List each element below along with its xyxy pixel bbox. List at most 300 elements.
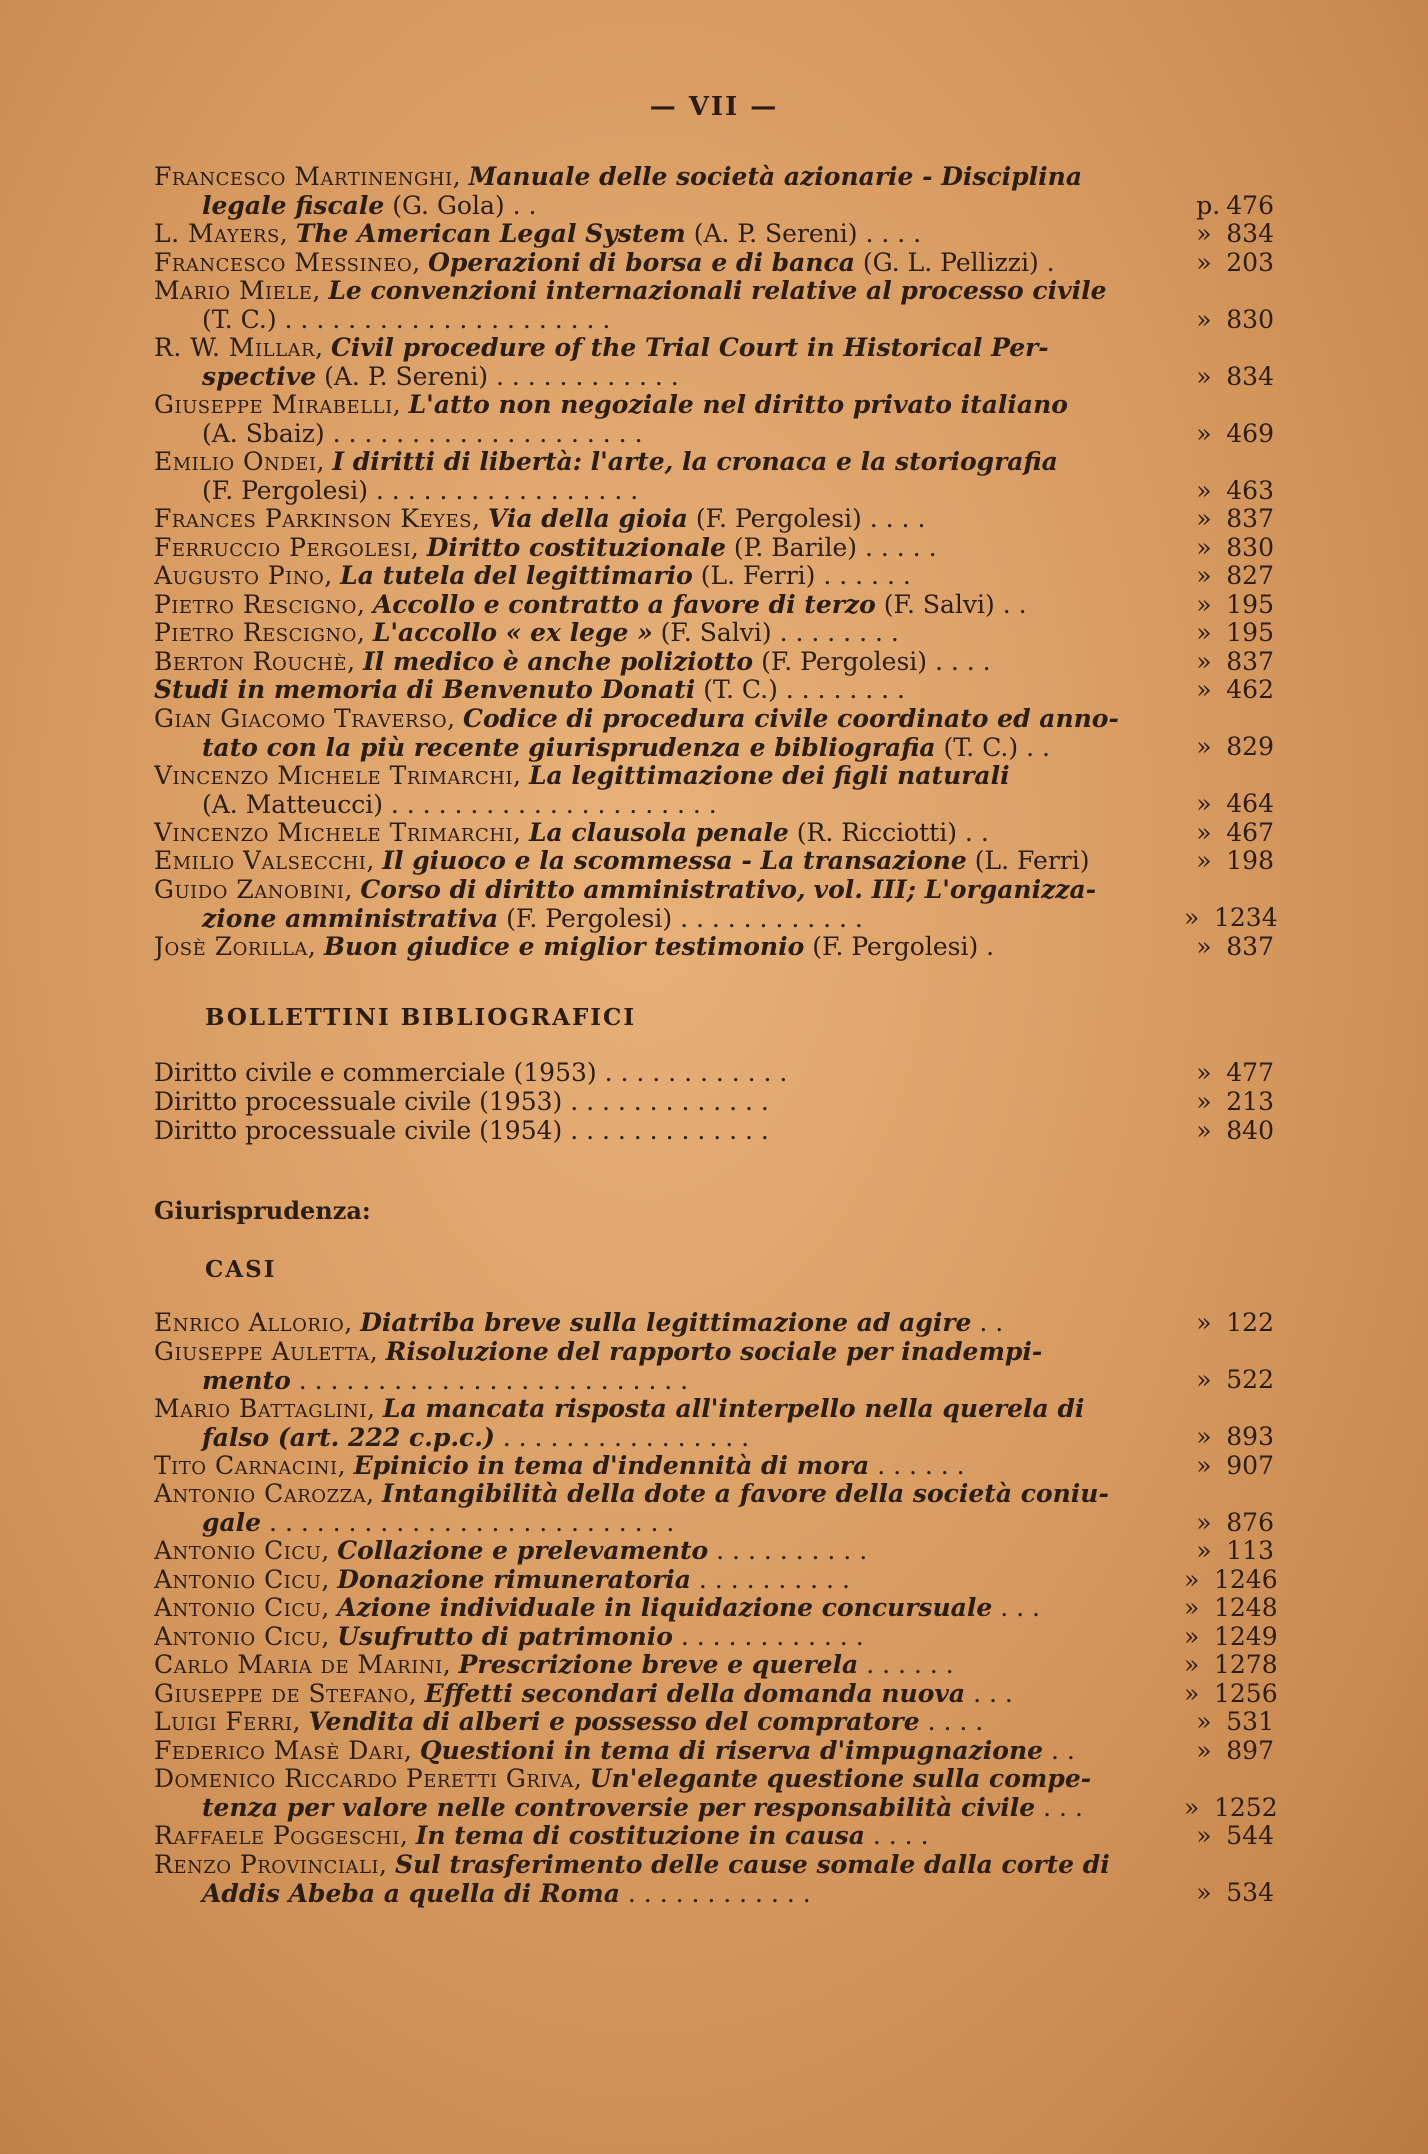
entry-page-ref: [1184, 1365, 1274, 1394]
page-mark: »: [1196, 732, 1212, 761]
index-entry: [154, 590, 1274, 619]
page-mark: »: [1184, 1678, 1200, 1708]
entry-title: Il giuoco e la scommessa - La transazione: [382, 846, 967, 875]
page-number: 198: [1226, 846, 1274, 875]
entry-page-ref: [1184, 1650, 1278, 1679]
entry-line: Renzo Provinciali, Sul trasferimento delle cause somale dalla corte di: [154, 1849, 1110, 1879]
page-mark: »: [1196, 1058, 1212, 1087]
entry-author: Vincenzo Michele Trimarchi: [154, 817, 514, 847]
entry-title: Via della gioia: [487, 504, 688, 533]
page-number: 467: [1226, 817, 1274, 847]
entry-line: Frances Parkinson Keyes, Via della gioia (F. Pergolesi) . . . .: [154, 504, 926, 533]
entry-line-continued: [154, 305, 1274, 334]
entry-note: (T. C.) . .: [943, 732, 1050, 762]
entry-author: Pietro Rescigno: [154, 618, 357, 647]
page-number: 544: [1226, 1821, 1274, 1850]
bollettino-page-ref: [1184, 1058, 1274, 1087]
index-entry: [154, 1564, 1278, 1594]
entry-line: Giuseppe de Stefano, Effetti secondari della domanda nuova . . .: [154, 1678, 1013, 1708]
entry-title: In tema di costituzione in causa: [415, 1821, 865, 1850]
entry-author: Mario Battaglini: [154, 1393, 368, 1423]
entry-page-ref: [1184, 1422, 1274, 1451]
entry-line: Antonio Cicu, Usufrutto di patrimonio . . . . . . . . . . . .: [154, 1621, 864, 1651]
page-number: 1249: [1214, 1621, 1278, 1651]
casi-heading: CASI: [205, 1256, 277, 1283]
index-entry: [154, 932, 1274, 961]
index-entry: [154, 1593, 1278, 1622]
page-mark: »: [1196, 589, 1212, 619]
entry-page-ref: [1184, 590, 1274, 619]
entry-page-ref: [1184, 1678, 1278, 1708]
page-mark: »: [1184, 1621, 1200, 1651]
entry-author: Pietro Rescigno: [154, 589, 357, 619]
entry-note: . . . . . . . . . . . .: [627, 1878, 811, 1908]
entry-line-continued: [154, 1508, 1274, 1537]
entry-line-continued: [154, 1423, 1274, 1452]
entry-title: Corso di diritto amministrativo,: [360, 874, 806, 904]
page-folio: — VII —: [649, 92, 779, 122]
page-number: 213: [1226, 1087, 1274, 1116]
page-mark: »: [1196, 1365, 1212, 1394]
page-number: 531: [1226, 1707, 1274, 1736]
entry-author: Renzo Provinciali: [154, 1849, 380, 1879]
entry-title-continued: legale fiscale: [202, 191, 385, 220]
entry-note: (F. Salvi) . .: [883, 589, 1027, 619]
entry-line: Federico Masè Dari, Questioni in tema di riserva d'impugnazione . .: [154, 1735, 1075, 1765]
page-mark: »: [1196, 504, 1212, 533]
entry-author: Vincenzo Michele Trimarchi: [154, 760, 514, 790]
entry-page-ref: [1184, 248, 1274, 277]
entry-line: Raffaele Poggeschi, In tema di costituzione in causa . . . .: [154, 1821, 929, 1850]
index-entry: [154, 1308, 1274, 1337]
entry-line: Mario Miele, Le convenzioni internazionali relative al processo civile: [154, 276, 1107, 305]
entry-line: Francesco Martinenghi, Manuale delle società azionarie - Disciplina: [154, 162, 1083, 191]
page-number: 1256: [1214, 1678, 1278, 1708]
entry-page-ref: [1184, 818, 1274, 847]
entry-author: Federico Masè Dari: [154, 1735, 404, 1765]
page-number: 837: [1226, 931, 1274, 961]
page-number: 837: [1226, 504, 1274, 533]
entry-title: Intangibilità della dote a favore della società coniu-: [382, 1479, 1109, 1508]
bollettino-row: [154, 1087, 1274, 1116]
entry-author: Emilio Ondei: [154, 447, 317, 476]
page-mark: »: [1196, 1707, 1212, 1736]
entry-author: Emilio Valsecchi: [154, 846, 367, 875]
index-entry: [154, 846, 1274, 875]
page-number: 203: [1226, 247, 1274, 277]
giurisprudenza-heading: Giurisprudenza:: [154, 1196, 371, 1225]
entry-title: Codice di procedura civile coordinato ed anno-: [463, 703, 1119, 733]
entry-title: La mancata risposta all'interpello nella querela di: [382, 1393, 1085, 1423]
entry-line: Vincenzo Michele Trimarchi, La clausola penale (R. Ricciotti) . .: [154, 817, 989, 847]
entry-title: La clausola penale: [528, 817, 789, 847]
entry-line: Guido Zanobini, Corso di diritto amministrativo, vol. III; L'organizza-: [154, 874, 1097, 904]
entry-title: La legittimazione dei figli naturali: [528, 760, 1010, 790]
page-number: 1252: [1214, 1792, 1278, 1822]
entry-line: Antonio Cicu, Collazione e prelevamento . . . . . . . . . .: [154, 1536, 868, 1565]
entry-note: . . . . . . . . . . . . . . . .: [502, 1422, 750, 1452]
index-entry: [154, 1821, 1274, 1850]
page-mark: p.: [1196, 190, 1221, 220]
entry-author: Giuseppe Mirabelli: [154, 390, 393, 419]
entry-line: Tito Carnacini, Epinicio in tema d'indennità di mora . . . . . .: [154, 1450, 965, 1480]
index-entry: [154, 533, 1274, 562]
entry-page-ref: [1184, 419, 1274, 448]
entry-line: Emilio Ondei, I diritti di libertà: l'arte, la cronaca e la storiografia: [154, 447, 1058, 476]
page-mark: »: [1196, 247, 1212, 277]
entry-page-ref: [1184, 1451, 1274, 1480]
entry-title: The American Legal System: [295, 219, 686, 248]
page-mark: »: [1184, 1564, 1200, 1594]
page-number: 827: [1226, 561, 1274, 590]
entry-line: Antonio Cicu, Donazione rimuneratoria . . . . . . . . . .: [154, 1564, 850, 1594]
bollettino-label: Diritto processuale civile (1954) . . . . . . . . . . . . .: [154, 1116, 769, 1145]
entry-title: L'accollo « ex lege »: [372, 618, 653, 647]
entry-note: (F. Salvi) . . . . . . . .: [660, 618, 899, 647]
index-entry: [154, 1451, 1274, 1480]
index-entry: [154, 1394, 1274, 1452]
entry-author: Antonio Cicu: [154, 1536, 322, 1565]
entry-author: Antonio Cicu: [154, 1593, 322, 1622]
index-entry: [154, 675, 1274, 704]
entry-page-ref: [1184, 1593, 1278, 1622]
entry-note: . . . . . . . . . .: [698, 1564, 850, 1594]
entry-page-ref: [1184, 1508, 1274, 1537]
entry-author: Berton Rouchè: [154, 646, 348, 676]
page-number: 469: [1226, 418, 1274, 448]
entry-title: Accollo e contratto a favore di terzo: [372, 589, 876, 619]
entry-line: Augusto Pino, La tutela del legittimario (L. Ferri) . . . . . .: [154, 561, 911, 590]
page-number: 830: [1226, 532, 1274, 562]
index-entry: [154, 1764, 1278, 1822]
entry-line: L. Mayers, The American Legal System (A. P. Sereni) . . . .: [154, 219, 922, 248]
page-mark: »: [1196, 532, 1212, 562]
page-mark: »: [1196, 1422, 1212, 1451]
entry-line: Antonio Carozza, Intangibilità della dote a favore della società coniu-: [154, 1479, 1109, 1508]
index-entry: [154, 219, 1274, 248]
entry-title-continued: falso (art. 222 c.p.c.): [202, 1422, 495, 1452]
page-number: 834: [1226, 361, 1274, 391]
entry-note: (R. Ricciotti) . .: [796, 817, 989, 847]
bollettini-heading: BOLLETTINI BIBLIOGRAFICI: [205, 1004, 637, 1031]
page-number: 534: [1226, 1878, 1274, 1907]
entry-title-continued: Addis Abeba a quella di Roma: [202, 1878, 620, 1908]
entry-page-ref: [1184, 476, 1274, 505]
entry-line: Josè Zorilla, Buon giudice e miglior testimonio (F. Pergolesi) .: [154, 931, 995, 961]
index-entry: [154, 1650, 1278, 1679]
entry-page-ref: [1184, 846, 1274, 875]
page-number: 462: [1226, 675, 1274, 704]
entry-line: Berton Rouchè, Il medico è anche poliziotto (F. Pergolesi) . . . .: [154, 646, 991, 676]
entry-title: Risoluzione del rapporto sociale per inadempi-: [385, 1336, 1043, 1366]
page-number: 834: [1226, 219, 1274, 248]
index-entry: [154, 1850, 1274, 1908]
page-mark: »: [1196, 1087, 1212, 1116]
entry-note: . .: [1050, 1735, 1075, 1765]
entry-author: Giuseppe de Stefano: [154, 1678, 409, 1708]
entry-line-continued: [154, 419, 1274, 448]
index-entry: [154, 1479, 1274, 1537]
entry-page-ref: [1184, 932, 1274, 961]
entry-note: . . . . . . . . . . . . . . . . . . . . . . . . .: [298, 1365, 689, 1395]
entry-note: (L. Ferri): [974, 846, 1090, 875]
entry-line: Giuseppe Mirabelli, L'atto non negoziale nel diritto privato italiano: [154, 390, 1068, 419]
entry-note: (F. Pergolesi) . . . . . . . . . . . .: [506, 903, 863, 933]
page-mark: »: [1196, 1878, 1212, 1907]
entry-line-continued: [154, 362, 1274, 391]
entry-title: Prescrizione breve e querela: [458, 1650, 859, 1679]
entry-line-continued: [154, 1366, 1274, 1395]
page-mark: »: [1196, 931, 1212, 961]
bollettino-label: Diritto civile e commerciale (1953) . . . . . . . . . . . .: [154, 1058, 788, 1087]
index-entry: [154, 504, 1274, 533]
entry-line-continued: [154, 904, 1274, 933]
entry-line-continued: [154, 733, 1274, 762]
entry-note: (G. L. Pellizzi) .: [862, 247, 1055, 277]
entry-page-ref: [1184, 219, 1274, 248]
entry-note: (F. Pergolesi) . . . .: [695, 504, 926, 533]
bollettino-page-ref: [1184, 1087, 1274, 1116]
index-entry: [154, 704, 1274, 762]
entry-page-ref: [1184, 618, 1274, 647]
entry-page-ref: [1184, 647, 1274, 676]
entry-line: Pietro Rescigno, L'accollo « ex lege » (F. Salvi) . . . . . . . .: [154, 618, 899, 647]
entry-note: (G. Gola) . .: [392, 191, 537, 220]
entry-title: Azione individuale in liquidazione concursuale: [337, 1593, 993, 1622]
page-mark: »: [1196, 675, 1212, 704]
entry-title: Operazioni di borsa e di banca: [428, 247, 855, 277]
entry-line: R. W. Millar, Civil procedure of the Trial Court in Historical Per-: [154, 333, 1049, 362]
entry-title: Manuale delle società azionarie - Disciplina: [468, 162, 1083, 191]
index-entry: [154, 1621, 1278, 1651]
bollettino-page-ref: [1184, 1116, 1274, 1145]
page-number: 1234: [1214, 903, 1278, 932]
entry-note: (F. Pergolesi) . . . . . . . . . . . . . . . . .: [202, 476, 639, 505]
entry-author: Antonio Carozza: [154, 1479, 367, 1508]
page-number: 477: [1226, 1058, 1274, 1087]
page-number: 837: [1226, 646, 1274, 676]
entry-page-ref: [1184, 675, 1274, 704]
entry-author: Josè Zorilla: [154, 931, 308, 961]
page-mark: »: [1196, 1735, 1212, 1765]
index-entry: [154, 1678, 1278, 1708]
entry-title: Diatriba breve sulla legittimazione ad agire: [360, 1308, 972, 1337]
entry-note: (A. Matteucci) . . . . . . . . . . . . . . . . . . . . .: [202, 789, 717, 819]
entry-page-ref: [1184, 1821, 1274, 1850]
page-number: 893: [1226, 1422, 1274, 1451]
index-entry: [154, 447, 1274, 505]
entry-author: Gian Giacomo Traverso: [154, 703, 448, 733]
entry-title: Un'elegante questione sulla compe-: [589, 1764, 1092, 1793]
page-mark: »: [1196, 304, 1212, 334]
entry-note: (T. C.) . . . . . . . . . . . . . . . . . . . . .: [202, 305, 611, 334]
page-mark: »: [1196, 646, 1212, 676]
bollettino-row: [154, 1058, 1274, 1087]
entry-page-ref: [1184, 504, 1274, 533]
entry-line: Ferruccio Pergolesi, Diritto costituzionale (P. Barile) . . . . .: [154, 532, 937, 562]
entry-note: (A. P. Sereni) . . . . . . . . . . . .: [324, 362, 679, 391]
entry-note: (L. Ferri) . . . . . .: [700, 561, 911, 590]
entry-author: Enrico Allorio: [154, 1308, 345, 1337]
entry-author: Augusto Pino: [154, 561, 325, 590]
entry-title-continued: tato con la più recente giurisprudenza e bibliografia: [202, 732, 936, 762]
index-entry: [154, 390, 1274, 448]
entry-note: . .: [979, 1308, 1004, 1337]
entry-page-ref: [1184, 732, 1274, 761]
entry-title: Buon giudice e miglior testimonio: [323, 931, 805, 961]
page-mark: »: [1196, 1116, 1212, 1145]
entry-note: . . . . . . . . . .: [716, 1536, 868, 1565]
page-number: 1248: [1214, 1593, 1278, 1622]
entry-author: Giuseppe Auletta: [154, 1336, 370, 1366]
page-mark: »: [1184, 1650, 1200, 1679]
page-mark: »: [1184, 1593, 1200, 1622]
page-number: 829: [1226, 732, 1274, 761]
entry-author: Guido Zanobini: [154, 874, 345, 904]
entry-author: L. Mayers: [154, 219, 280, 248]
entry-page-ref: [1184, 1308, 1274, 1337]
entry-page-ref: [1184, 191, 1274, 220]
entry-title: Collazione e prelevamento: [337, 1536, 709, 1565]
page-number: 1246: [1214, 1564, 1278, 1594]
page-number: 840: [1226, 1116, 1274, 1145]
entry-note: (F. Pergolesi) .: [812, 931, 995, 961]
entry-page-ref: [1184, 1736, 1274, 1765]
entry-line: Gian Giacomo Traverso, Codice di procedura civile coordinato ed anno-: [154, 703, 1119, 733]
entry-page-ref: [1184, 1621, 1278, 1651]
page-mark: »: [1184, 1792, 1200, 1822]
entry-title-continued: gale: [202, 1508, 262, 1537]
entry-note: (A. Sbaiz) . . . . . . . . . . . . . . . . . . . .: [202, 419, 643, 448]
index-entry: [154, 1536, 1274, 1565]
page-number: 463: [1226, 475, 1274, 505]
entry-page-ref: [1184, 1564, 1278, 1594]
entry-title: Diritto costituzionale: [426, 532, 726, 562]
entry-line-continued: [154, 476, 1274, 505]
entry-page-ref: [1184, 1536, 1274, 1565]
page-number: 522: [1226, 1365, 1274, 1394]
entry-title-continued: spective: [202, 362, 317, 391]
page-number: 113: [1226, 1536, 1274, 1565]
entry-author: Carlo Maria de Marini: [154, 1650, 443, 1679]
page-mark: »: [1196, 1450, 1212, 1480]
entry-line: Mario Battaglini, La mancata risposta all'interpello nella querela di: [154, 1393, 1085, 1423]
page-number: 464: [1226, 789, 1274, 818]
entry-line: Luigi Ferri, Vendita di alberi e possesso del compratore . . . .: [154, 1707, 984, 1736]
page-mark: »: [1196, 846, 1212, 875]
entry-author: Domenico Riccardo Peretti Griva: [154, 1764, 574, 1793]
page-number: 195: [1226, 589, 1274, 619]
page-number: 122: [1226, 1308, 1274, 1337]
index-entry: [154, 618, 1274, 647]
entry-author: Francesco Messineo: [154, 247, 413, 277]
entry-line: Domenico Riccardo Peretti Griva, Un'elegante questione sulla compe-: [154, 1764, 1092, 1793]
entry-note: (P. Barile) . . . . .: [733, 532, 937, 562]
index-entry: [154, 647, 1274, 676]
index-entry: [154, 162, 1274, 220]
entry-title: Donazione rimuneratoria: [337, 1564, 691, 1594]
entry-title: L'atto non negoziale nel diritto privato italiano: [408, 390, 1068, 419]
entry-line-continued: [154, 191, 1274, 220]
entry-note: (A. P. Sereni) . . . .: [693, 219, 922, 248]
entry-line: Pietro Rescigno, Accollo e contratto a favore di terzo (F. Salvi) . .: [154, 589, 1027, 619]
entry-page-ref: [1184, 1792, 1278, 1822]
entry-title: Usufrutto di patrimonio: [337, 1621, 673, 1651]
entry-author: Raffaele Poggeschi: [154, 1821, 400, 1850]
page-mark: »: [1196, 219, 1212, 248]
entry-page-ref: [1184, 789, 1274, 818]
entry-title: La tutela del legittimario: [340, 561, 693, 590]
entry-page-ref: [1184, 362, 1274, 391]
entry-note: (T. C.) . . . . . . . .: [703, 675, 905, 704]
page-number: 876: [1226, 1507, 1274, 1537]
page-mark: »: [1196, 789, 1212, 818]
entry-page-ref: [1184, 903, 1278, 932]
entry-author: Francesco Martinenghi: [154, 162, 453, 191]
entry-title: Epinicio in tema d'indennità di mora: [353, 1450, 870, 1480]
entry-title: I diritti di libertà: l'arte, la cronaca e la storiografia: [332, 447, 1058, 476]
entry-title: Vendita di alberi e possesso del compratore: [308, 1707, 920, 1736]
page-mark: »: [1196, 1308, 1212, 1337]
entry-title: Sul trasferimento delle cause somale dalla corte di: [394, 1849, 1110, 1879]
page-number: 1278: [1214, 1650, 1278, 1679]
entry-line: Vincenzo Michele Trimarchi, La legittimazione dei figli naturali: [154, 760, 1010, 790]
page-mark: »: [1184, 903, 1200, 932]
entry-line: Carlo Maria de Marini, Prescrizione breve e querela . . . . . .: [154, 1650, 954, 1679]
page-number: 195: [1226, 618, 1274, 647]
entry-title: Effetti secondari della domanda nuova: [424, 1678, 966, 1708]
index-entry: [154, 561, 1274, 590]
entry-line-continued: [154, 1793, 1274, 1822]
entry-page-ref: [1184, 1878, 1274, 1907]
page-mark: »: [1196, 561, 1212, 590]
entry-line-continued: [154, 1879, 1274, 1908]
entry-page-ref: [1184, 1707, 1274, 1736]
index-entry: [154, 874, 1278, 933]
index-entry: [154, 276, 1274, 334]
entry-line: [154, 675, 1274, 704]
entry-title: Studi in memoria di Benvenuto Donati: [154, 675, 696, 704]
index-entry: [154, 761, 1274, 819]
page-mark: »: [1196, 1536, 1212, 1565]
page-number: 897: [1226, 1735, 1274, 1765]
entry-author: R. W. Millar: [154, 333, 316, 362]
entry-page-ref: [1184, 533, 1274, 562]
index-entry: [154, 1337, 1274, 1395]
entry-title-extra: vol. III; L'organizza-: [813, 874, 1097, 904]
index-entry: [154, 1736, 1274, 1765]
entry-title-continued: tenza per valore nelle controversie per responsabilità civile: [202, 1793, 1036, 1822]
index-entry: [154, 1707, 1274, 1736]
page-mark: »: [1196, 361, 1212, 391]
page-mark: »: [1196, 618, 1212, 647]
entry-line: Giuseppe Auletta, Risoluzione del rapporto sociale per inadempi-: [154, 1336, 1043, 1366]
entry-line: Antonio Cicu, Azione individuale in liquidazione concursuale . . .: [154, 1593, 1040, 1622]
entry-author: Luigi Ferri: [154, 1707, 293, 1736]
entry-page-ref: [1184, 305, 1274, 334]
page-number: 476: [1226, 190, 1274, 220]
entry-author: Antonio Cicu: [154, 1621, 322, 1651]
entry-line: Emilio Valsecchi, Il giuoco e la scommessa - La transazione (L. Ferri): [154, 846, 1090, 875]
entry-note: . . . . . . . . . . . .: [680, 1621, 864, 1651]
entry-author: Ferruccio Pergolesi: [154, 532, 411, 562]
entry-line: Francesco Messineo, Operazioni di borsa e di banca (G. L. Pellizzi) .: [154, 247, 1055, 277]
entry-note: . . .: [1043, 1793, 1083, 1822]
bollettino-row: [154, 1116, 1274, 1145]
entry-note: . . .: [1000, 1593, 1040, 1622]
entry-note: . . . .: [872, 1821, 929, 1850]
entry-note: . . . . . .: [877, 1450, 965, 1480]
